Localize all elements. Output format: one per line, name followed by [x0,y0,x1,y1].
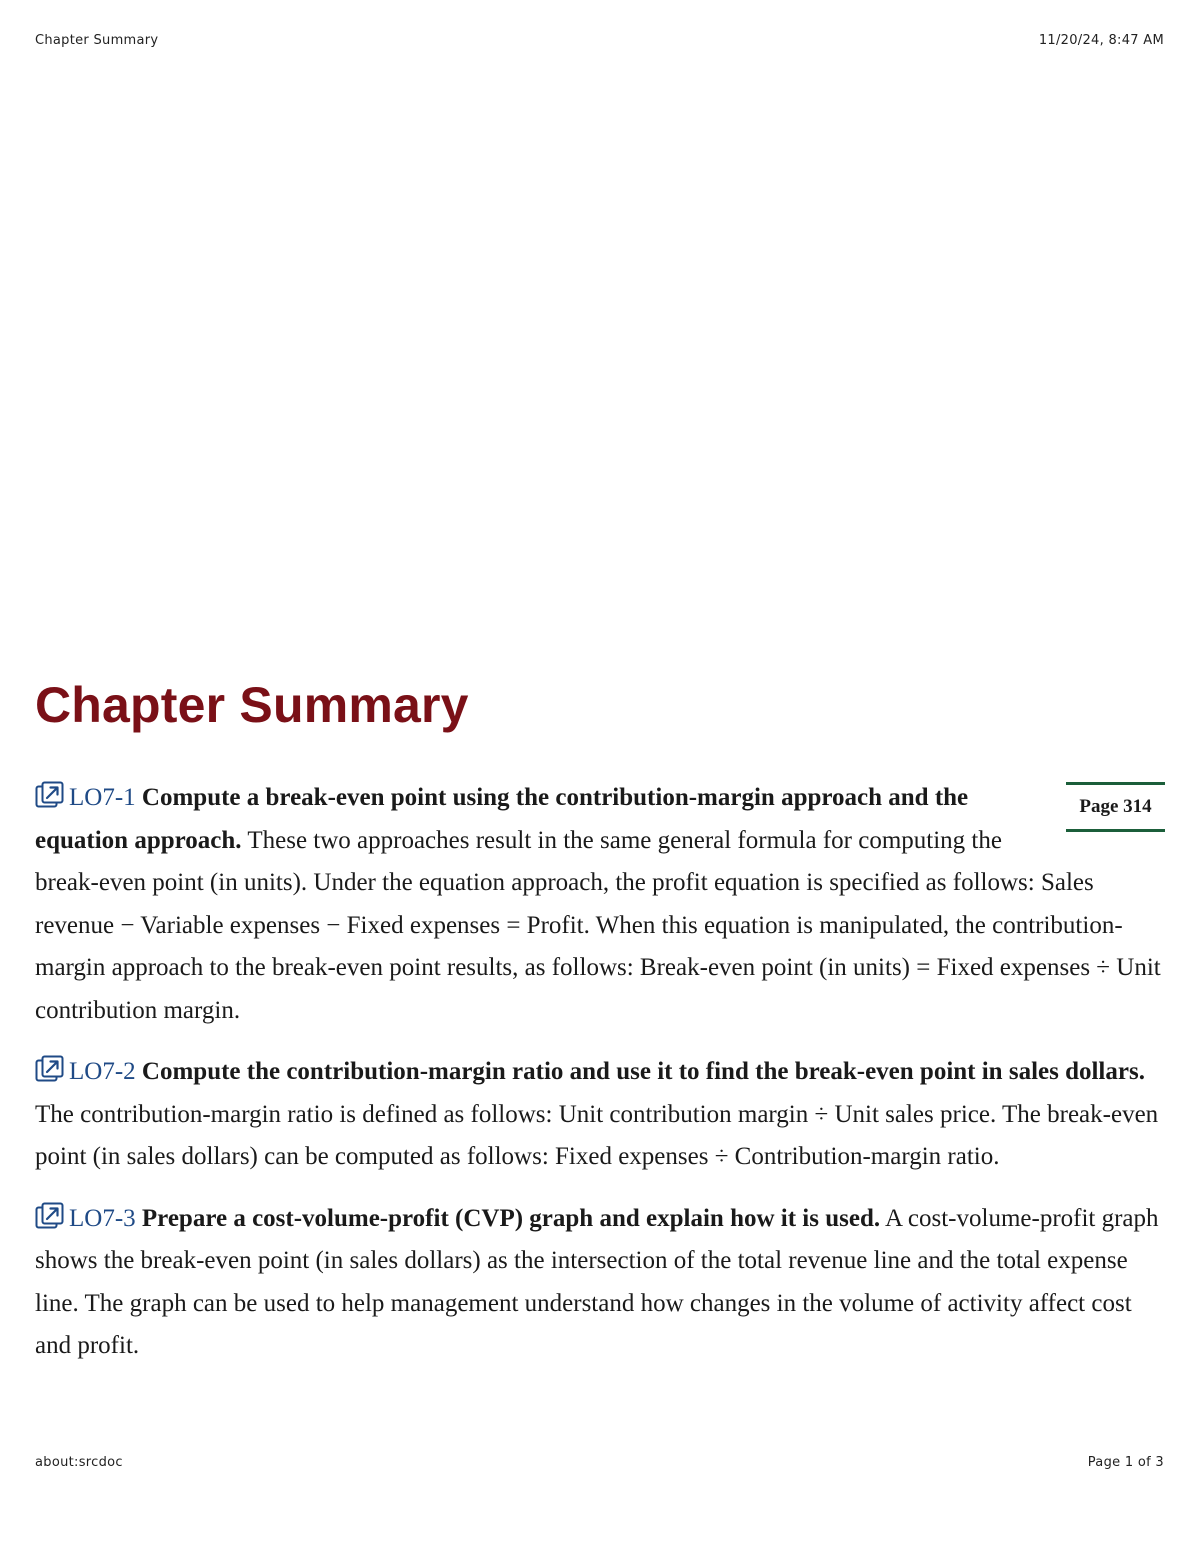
page-number-marker: Page 314 [1066,782,1165,832]
objective-code: LO7-3 [69,1204,136,1232]
print-header-timestamp: 11/20/24, 8:47 AM [1038,33,1164,48]
objective-code: LO7-1 [69,784,136,811]
learning-objectives-list [35,777,1165,1387]
objective-body: The contribution-margin ratio is defined as follows: Unit contribution margin ÷ Unit sales price. The break-even point (in sales dollars) can be computed as follows: Fixed expenses ÷ Contribution-margin ratio. [35,1100,1159,1170]
objective-heading: Compute a break-even point using the contribution-margin approach and the equation approach. [35,784,969,854]
page-marker-spacer [1035,777,1165,829]
learning-objective-item [35,1051,1165,1179]
print-footer [35,1455,1164,1470]
print-footer-url: about:srcdoc [35,1455,123,1470]
objective-heading: Compute the contribution-margin ratio and use it to find the break-even point in sales dollars. [141,1058,1145,1085]
learning-objective-item [35,777,1165,1032]
objective-heading: Prepare a cost-volume-profit (CVP) graph and explain how it is used. [141,1204,881,1232]
print-footer-page-count: Page 1 of 3 [1087,1455,1164,1470]
objective-code: LO7-2 [69,1058,136,1085]
objective-body: These two approaches result in the same general formula for computing the break-even point (in units). Under the equation approach, the profit equation is specified as follows: Sales revenue − Variable expenses − Fixed expenses = Profit. When this equation is manipulated, the contribution-margin approach to the break-even point results, as follows: Break-even point (in units) = Fixed expenses ÷ Unit contribution margin. [35,826,1161,1024]
external-link-icon[interactable] [35,1202,65,1230]
page-title: Chapter Summary [35,677,469,733]
print-header-title: Chapter Summary [35,33,159,48]
print-header [35,33,1164,48]
learning-objective-item [35,1198,1165,1368]
objective-body: A cost-volume-profit graph shows the break-even point (in sales dollars) as the intersection of the total revenue line and the total expense line. The graph can be used to help management understand how changes in the volume of activity affect cost and profit. [35,1204,1159,1359]
external-link-icon[interactable] [35,781,65,809]
external-link-icon[interactable] [35,1055,65,1083]
